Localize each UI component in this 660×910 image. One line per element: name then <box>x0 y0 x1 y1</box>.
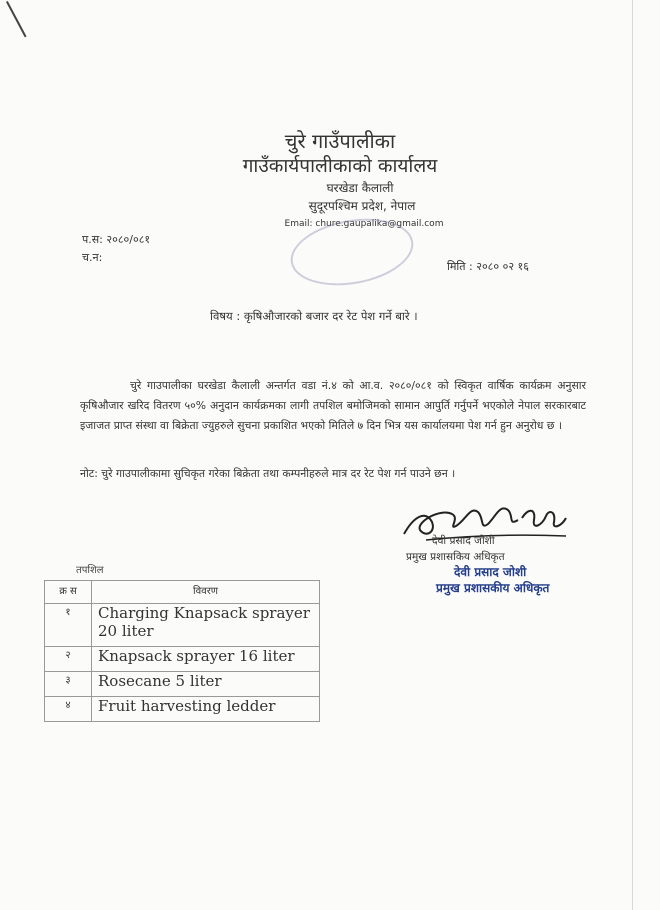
letterhead-line1: चुरे गाउँपालीका <box>284 129 396 153</box>
letter-subject: विषय : कृषिऔजारको बजार दर रेट पेश गर्ने बारे । <box>210 309 418 323</box>
table-caption: तपशिल <box>76 565 104 576</box>
table-row <box>45 604 320 647</box>
signatory-title-stamp: प्रमुख प्रशासकीय अधिकृत <box>436 581 550 595</box>
table-row <box>45 672 320 697</box>
letter-note: नोट: चुरे गाउपालीकामा सुचिकृत गरेका बिक्रेता तथा कम्पनीहरुले मात्र दर रेट पेश गर्न पाउने छन । <box>80 467 456 480</box>
header-serial: क्र स <box>45 581 92 604</box>
letterhead-line4: सुदूरपश्चिम प्रदेश, नेपाल <box>308 199 416 213</box>
letterhead-line2: गाउँकार्यपालीकाको कार्यालय <box>242 155 438 177</box>
table-row <box>45 647 320 672</box>
letterhead-line3: घरखेडा कैलाली <box>326 181 394 195</box>
row-serial: ३ <box>45 672 92 697</box>
table-header-row <box>45 581 320 604</box>
items-table <box>44 580 320 722</box>
row-item: Fruit harvesting ledder <box>92 697 320 722</box>
signatory-title-handwritten: प्रमुख प्रशासकिय अधिकृत <box>406 551 505 563</box>
letterhead-email: Email: chure.gaupalika@gmail.com <box>284 219 444 229</box>
row-item: Charging Knapsack sprayer 20 liter <box>92 604 320 647</box>
signatory-name-handwritten: देवी प्रसाद जोशी <box>432 535 495 547</box>
table-row <box>45 697 320 722</box>
row-item: Knapsack sprayer 16 liter <box>92 647 320 672</box>
corner-pen-mark <box>6 1 27 37</box>
row-serial: ४ <box>45 697 92 722</box>
letter-date: मिति : २०८० ०२ १६ <box>447 260 529 273</box>
letter-body: चुरे गाउपालीका घरखेडा कैलाली अन्तर्गत वडा नं.४ को आ.व. २०८०/०८१ को स्विकृत वार्षिक कार्यक्रम अनुसार कृषिऔजार खरिद वितरण ५०% अनुदान कार्यक्रमका लागी तपशिल बमोजिमको सामान आपुर्ति गर्नुपर्ने भएकोले नेपाल सरकारबाट इजाजत प्राप्त संस्था वा बिक्रेता ज्युहरुले सुचना प्रकाशित भएको मितिले ७ दिन भित्र यस कार्यालयमा पेश गर्न हुन अनुरोध छ । <box>80 379 586 432</box>
signatory-name-stamp: देवी प्रसाद जोशी <box>454 565 527 579</box>
row-serial: २ <box>45 647 92 672</box>
reference-number: प.स: २०८०/०८१ <box>82 233 151 246</box>
header-description: विवरण <box>92 581 320 604</box>
dispatch-number: च.न: <box>82 251 103 264</box>
row-item: Rosecane 5 liter <box>92 672 320 697</box>
row-serial: १ <box>45 604 92 647</box>
